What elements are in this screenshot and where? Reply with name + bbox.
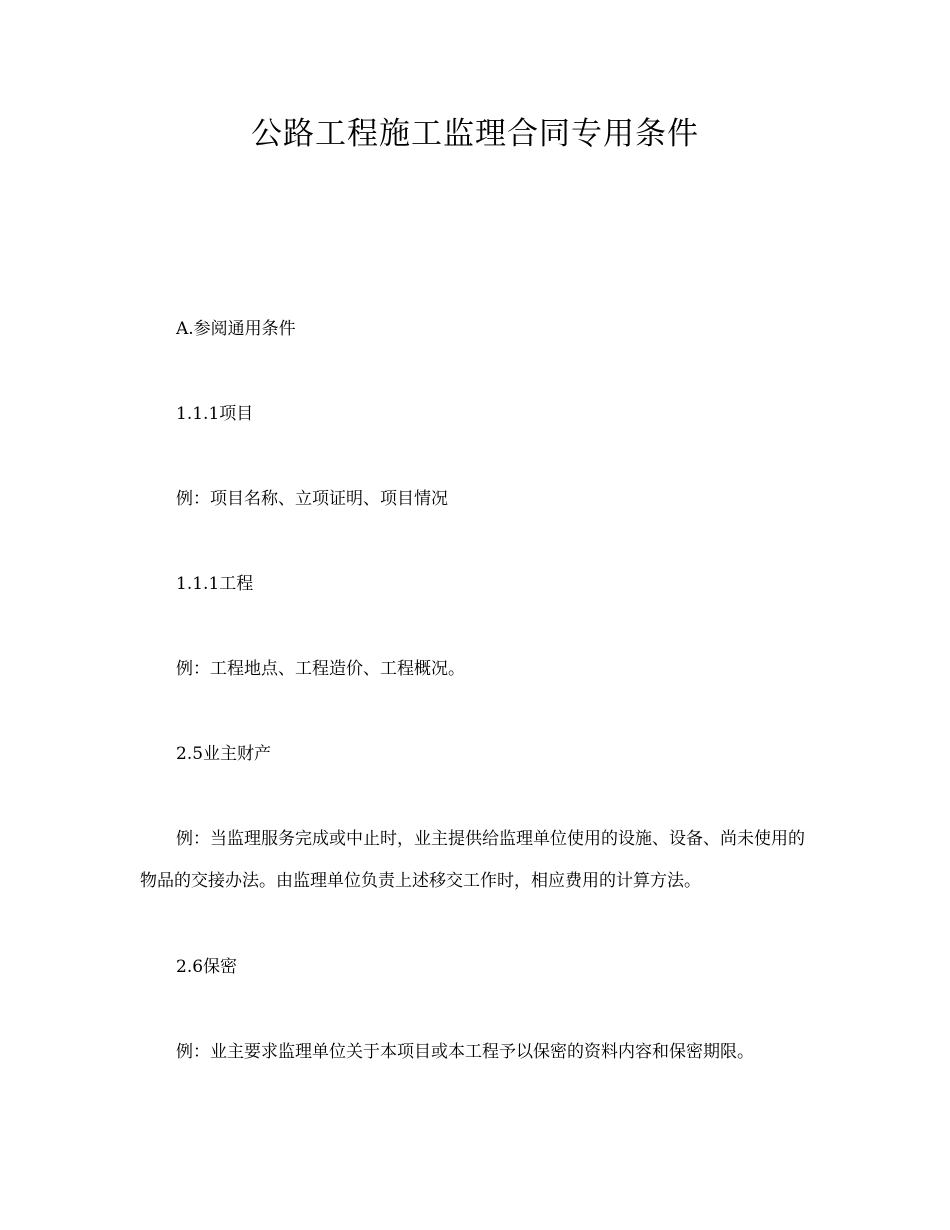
section-heading-reference-general-conditions: A.参阅通用条件 bbox=[176, 319, 296, 339]
clause-heading-confidentiality: 2.6保密 bbox=[176, 957, 238, 977]
clause-example-confidentiality: 例：业主要求监理单位关于本项目或本工程予以保密的资料内容和保密期限。 bbox=[176, 1042, 754, 1062]
clause-heading-project: 1.1.1项目 bbox=[176, 404, 254, 424]
clause-example-works: 例：工程地点、工程造价、工程概况。 bbox=[176, 659, 465, 679]
clause-example-project: 例：项目名称、立项证明、项目情况 bbox=[176, 489, 448, 509]
clause-heading-works: 1.1.1工程 bbox=[176, 574, 254, 594]
clause-heading-owner-property: 2.5业主财产 bbox=[176, 744, 272, 764]
page-title: 公路工程施工监理合同专用条件 bbox=[251, 116, 699, 152]
clause-example-owner-property: 例：当监理服务完成或中止时，业主提供给监理单位使用的设施、设备、尚未使用的物品的交接办法。由监理单位负责上述移交工作时，相应费用的计算方法。 bbox=[140, 829, 805, 891]
